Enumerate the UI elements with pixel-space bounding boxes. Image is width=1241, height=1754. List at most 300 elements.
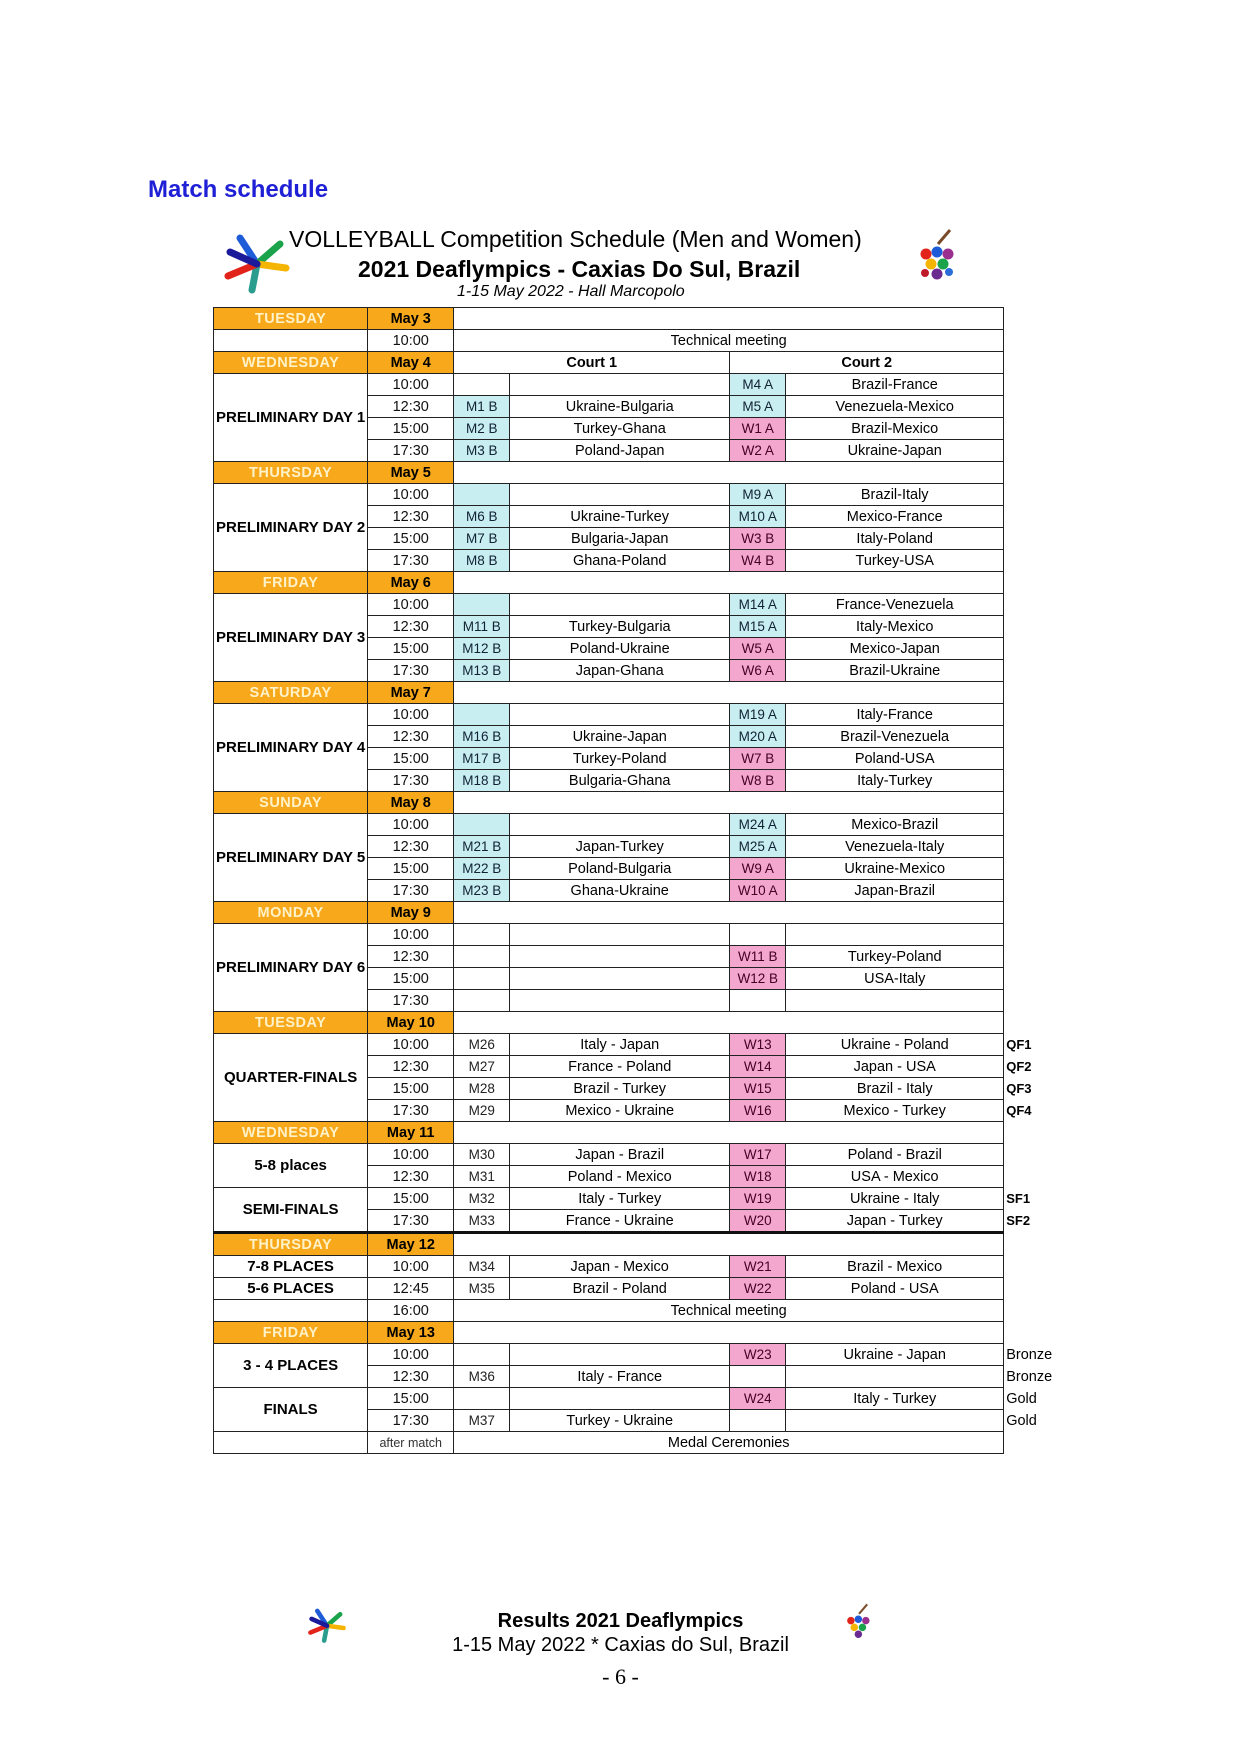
- day-header: WEDNESDAY: [214, 352, 368, 374]
- section-title: Match schedule: [148, 176, 329, 203]
- court-2-code: M9 A: [730, 484, 786, 506]
- court-2-code: M25 A: [730, 836, 786, 858]
- court-1-match: [510, 1344, 730, 1366]
- schedule-subtitle: 2021 Deaflympics - Caxias Do Sul, Brazil: [358, 256, 801, 282]
- court-1-code: M27: [454, 1056, 510, 1078]
- court-1-code: [454, 704, 510, 726]
- time-cell: 15:00: [368, 528, 454, 550]
- court-2-code: [730, 1366, 786, 1388]
- phase-label: PRELIMINARY DAY 1: [214, 374, 368, 462]
- phase-label: PRELIMINARY DAY 6: [214, 924, 368, 1012]
- date-header: May 6: [368, 572, 454, 594]
- note-cell: [1004, 792, 1064, 814]
- row-label: [214, 1300, 368, 1322]
- day-filler: [454, 1122, 1004, 1144]
- court-1-header: Court 1: [454, 352, 730, 374]
- court-2-code: W19: [730, 1188, 786, 1210]
- court-1-code: [454, 1344, 510, 1366]
- court-2-code: W3 B: [730, 528, 786, 550]
- court-2-code: W20: [730, 1210, 786, 1233]
- court-1-match: Turkey-Ghana: [510, 418, 730, 440]
- round-note: [1004, 484, 1064, 506]
- court-2-match: Japan - Turkey: [786, 1210, 1004, 1233]
- round-note: [1004, 924, 1064, 946]
- schedule-row: [214, 1344, 1064, 1366]
- court-2-match: Ukraine-Japan: [786, 440, 1004, 462]
- court-2-match: [786, 990, 1004, 1012]
- court-1-match: Ukraine-Turkey: [510, 506, 730, 528]
- court-2-code: W4 B: [730, 550, 786, 572]
- court-1-match: [510, 968, 730, 990]
- court-1-match: Japan - Mexico: [510, 1256, 730, 1278]
- round-note: [1004, 748, 1064, 770]
- court-1-code: [454, 374, 510, 396]
- round-note: [1004, 440, 1064, 462]
- time-cell: 15:00: [368, 748, 454, 770]
- court-1-code: M21 B: [454, 836, 510, 858]
- grapes-logo-icon: [910, 226, 960, 292]
- phase-label: SEMI-FINALS: [214, 1188, 368, 1233]
- day-header: THURSDAY: [214, 1233, 368, 1256]
- schedule-row: [214, 1233, 1064, 1256]
- phase-label: PRELIMINARY DAY 3: [214, 594, 368, 682]
- note-cell: [1004, 352, 1064, 374]
- date-header: May 7: [368, 682, 454, 704]
- schedule-row: [214, 1188, 1064, 1210]
- court-1-match: [510, 374, 730, 396]
- court-2-match: USA - Mexico: [786, 1166, 1004, 1188]
- court-2-code: W23: [730, 1344, 786, 1366]
- schedule-row: [214, 1034, 1064, 1056]
- row-label: [214, 1432, 368, 1454]
- time-cell: 10:00: [368, 484, 454, 506]
- court-1-code: [454, 1388, 510, 1410]
- schedule-row: [214, 682, 1064, 704]
- court-2-code: W9 A: [730, 858, 786, 880]
- schedule-row: [214, 1432, 1064, 1454]
- court-1-code: [454, 594, 510, 616]
- court-2-code: M15 A: [730, 616, 786, 638]
- round-note: [1004, 990, 1064, 1012]
- round-note: [1004, 1278, 1064, 1300]
- schedule-row: [214, 1300, 1064, 1322]
- court-1-code: M6 B: [454, 506, 510, 528]
- time-cell: 15:00: [368, 1388, 454, 1410]
- court-2-code: [730, 924, 786, 946]
- note-cell: [1004, 1322, 1064, 1344]
- court-1-match: Turkey-Poland: [510, 748, 730, 770]
- day-header: TUESDAY: [214, 1012, 368, 1034]
- court-1-match: [510, 946, 730, 968]
- court-2-match: Brazil-Venezuela: [786, 726, 1004, 748]
- day-header: TUESDAY: [214, 308, 368, 330]
- day-filler: [454, 572, 1004, 594]
- court-1-match: Poland-Ukraine: [510, 638, 730, 660]
- round-note: SF2: [1006, 1213, 1031, 1228]
- court-1-match: Turkey-Bulgaria: [510, 616, 730, 638]
- time-cell: 12:30: [368, 726, 454, 748]
- row-label: [214, 330, 368, 352]
- court-1-code: M36: [454, 1366, 510, 1388]
- day-header: SUNDAY: [214, 792, 368, 814]
- court-2-match: Brazil-Mexico: [786, 418, 1004, 440]
- court-2-match: Brazil-Ukraine: [786, 660, 1004, 682]
- schedule-row: [214, 1388, 1064, 1410]
- time-cell: 15:00: [368, 1078, 454, 1100]
- court-2-match: Turkey-USA: [786, 550, 1004, 572]
- court-2-code: W8 B: [730, 770, 786, 792]
- day-header: THURSDAY: [214, 462, 368, 484]
- court-2-code: M10 A: [730, 506, 786, 528]
- round-note: [1004, 660, 1064, 682]
- schedule-row: [214, 330, 1064, 352]
- schedule-row: [214, 704, 1064, 726]
- court-1-match: Italy - Turkey: [510, 1188, 730, 1210]
- round-note: [1004, 418, 1064, 440]
- time-cell: 17:30: [368, 770, 454, 792]
- time-cell: 12:30: [368, 1366, 454, 1388]
- court-2-code: M5 A: [730, 396, 786, 418]
- court-1-match: Italy - Japan: [510, 1034, 730, 1056]
- day-filler: [454, 902, 1004, 924]
- court-1-code: M3 B: [454, 440, 510, 462]
- time-cell: 10:00: [368, 1256, 454, 1278]
- court-2-match: Mexico-France: [786, 506, 1004, 528]
- time-cell: 10:00: [368, 594, 454, 616]
- schedule-row: [214, 924, 1064, 946]
- day-filler: [454, 1233, 1004, 1256]
- schedule-row: [214, 1144, 1064, 1166]
- court-1-match: France - Poland: [510, 1056, 730, 1078]
- court-2-code: W5 A: [730, 638, 786, 660]
- time-cell: after match: [368, 1432, 454, 1454]
- time-cell: 10:00: [368, 374, 454, 396]
- day-filler: [454, 1322, 1004, 1344]
- time-cell: 12:30: [368, 836, 454, 858]
- court-1-code: M23 B: [454, 880, 510, 902]
- court-1-code: M34: [454, 1256, 510, 1278]
- time-cell: 10:00: [368, 704, 454, 726]
- round-note: [1004, 704, 1064, 726]
- court-1-code: M2 B: [454, 418, 510, 440]
- phase-label: 5-8 places: [214, 1144, 368, 1188]
- time-cell: 17:30: [368, 1210, 454, 1233]
- court-2-match: Japan-Brazil: [786, 880, 1004, 902]
- court-2-match: Ukraine - Japan: [786, 1344, 1004, 1366]
- round-note: [1004, 1166, 1064, 1188]
- date-header: May 10: [368, 1012, 454, 1034]
- time-cell: 15:00: [368, 418, 454, 440]
- note-cell: [1004, 462, 1064, 484]
- note-cell: [1004, 308, 1064, 330]
- time-cell: 10:00: [368, 1034, 454, 1056]
- time-cell: 12:45: [368, 1278, 454, 1300]
- day-header: FRIDAY: [214, 1322, 368, 1344]
- court-2-code: W2 A: [730, 440, 786, 462]
- note-cell: [1004, 1122, 1064, 1144]
- round-note: [1004, 1144, 1064, 1166]
- schedule-dates: 1-15 May 2022 - Hall Marcopolo: [457, 283, 685, 300]
- court-2-code: W18: [730, 1166, 786, 1188]
- round-note: Bronze: [1006, 1368, 1053, 1385]
- court-2-code: W1 A: [730, 418, 786, 440]
- time-cell: 17:30: [368, 1410, 454, 1432]
- day-header: MONDAY: [214, 902, 368, 924]
- note-cell: [1004, 1432, 1064, 1454]
- phase-label: QUARTER-FINALS: [214, 1034, 368, 1122]
- note-cell: [1004, 902, 1064, 924]
- round-note: Gold: [1006, 1390, 1037, 1407]
- day-filler: [454, 308, 1004, 330]
- round-note: [1004, 374, 1064, 396]
- page-number: - 6 -: [602, 1664, 639, 1689]
- court-1-code: M37: [454, 1410, 510, 1432]
- date-header: May 13: [368, 1322, 454, 1344]
- court-1-code: M7 B: [454, 528, 510, 550]
- court-2-match: Mexico-Brazil: [786, 814, 1004, 836]
- court-1-code: M17 B: [454, 748, 510, 770]
- round-note: SF1: [1006, 1190, 1031, 1206]
- court-2-code: [730, 990, 786, 1012]
- day-filler: [454, 462, 1004, 484]
- time-cell: 12:30: [368, 1166, 454, 1188]
- court-1-match: Ukraine-Bulgaria: [510, 396, 730, 418]
- phase-label: 5-6 PLACES: [214, 1278, 368, 1300]
- round-note: QF2: [1006, 1058, 1032, 1074]
- time-cell: 17:30: [368, 990, 454, 1012]
- day-filler: [454, 792, 1004, 814]
- court-1-match: Italy - France: [510, 1366, 730, 1388]
- court-1-match: Bulgaria-Ghana: [510, 770, 730, 792]
- schedule-row: [214, 484, 1064, 506]
- round-note: [1004, 506, 1064, 528]
- court-1-match: Poland - Mexico: [510, 1166, 730, 1188]
- round-note: [1004, 594, 1064, 616]
- time-cell: 15:00: [368, 968, 454, 990]
- court-2-match: [786, 1410, 1004, 1432]
- time-cell: 10:00: [368, 1344, 454, 1366]
- phase-label: PRELIMINARY DAY 5: [214, 814, 368, 902]
- court-1-code: M8 B: [454, 550, 510, 572]
- court-2-match: Ukraine - Italy: [786, 1188, 1004, 1210]
- note-cell: [1004, 330, 1064, 352]
- round-note: [1004, 836, 1064, 858]
- round-note: [1004, 880, 1064, 902]
- court-1-code: M18 B: [454, 770, 510, 792]
- schedule-row: [214, 1278, 1064, 1300]
- date-header: May 11: [368, 1122, 454, 1144]
- court-1-match: Brazil - Turkey: [510, 1078, 730, 1100]
- court-1-code: [454, 484, 510, 506]
- court-2-code: W24: [730, 1388, 786, 1410]
- date-header: May 5: [368, 462, 454, 484]
- day-header: FRIDAY: [214, 572, 368, 594]
- schedule-row: [214, 572, 1064, 594]
- court-2-code: M24 A: [730, 814, 786, 836]
- schedule-table: [213, 307, 1064, 1454]
- court-1-code: [454, 924, 510, 946]
- court-1-code: M12 B: [454, 638, 510, 660]
- court-2-match: Brazil-France: [786, 374, 1004, 396]
- date-header: May 3: [368, 308, 454, 330]
- court-2-match: [786, 1366, 1004, 1388]
- schedule-row: [214, 1012, 1064, 1034]
- court-2-code: W13: [730, 1034, 786, 1056]
- court-1-code: M33: [454, 1210, 510, 1233]
- court-2-match: France-Venezuela: [786, 594, 1004, 616]
- court-2-match: Brazil - Mexico: [786, 1256, 1004, 1278]
- time-cell: 16:00: [368, 1300, 454, 1322]
- court-1-match: [510, 924, 730, 946]
- day-header: WEDNESDAY: [214, 1122, 368, 1144]
- court-1-code: M22 B: [454, 858, 510, 880]
- court-1-code: M13 B: [454, 660, 510, 682]
- court-1-code: M29: [454, 1100, 510, 1122]
- date-header: May 12: [368, 1233, 454, 1256]
- court-2-code: W17: [730, 1144, 786, 1166]
- time-cell: 12:30: [368, 946, 454, 968]
- court-2-code: W12 B: [730, 968, 786, 990]
- time-cell: 17:30: [368, 440, 454, 462]
- court-2-match: Italy-France: [786, 704, 1004, 726]
- court-1-code: [454, 968, 510, 990]
- court-2-match: Japan - USA: [786, 1056, 1004, 1078]
- court-1-code: [454, 946, 510, 968]
- court-2-match: Poland - USA: [786, 1278, 1004, 1300]
- court-2-match: Poland-USA: [786, 748, 1004, 770]
- schedule-row: [214, 374, 1064, 396]
- court-2-match: Venezuela-Mexico: [786, 396, 1004, 418]
- court-2-match: Poland - Brazil: [786, 1144, 1004, 1166]
- schedule-row: [214, 792, 1064, 814]
- court-2-code: M20 A: [730, 726, 786, 748]
- date-header: May 8: [368, 792, 454, 814]
- court-2-match: Ukraine - Poland: [786, 1034, 1004, 1056]
- schedule-row: [214, 1256, 1064, 1278]
- court-1-code: M28: [454, 1078, 510, 1100]
- court-1-match: Poland-Japan: [510, 440, 730, 462]
- footer-subtitle: 1-15 May 2022 * Caxias do Sul, Brazil: [452, 1634, 789, 1656]
- court-2-code: W7 B: [730, 748, 786, 770]
- court-1-code: M16 B: [454, 726, 510, 748]
- round-note: QF3: [1006, 1080, 1032, 1096]
- note-cell: [1004, 1300, 1064, 1322]
- time-cell: 17:30: [368, 1100, 454, 1122]
- court-1-match: [510, 814, 730, 836]
- round-note: Bronze: [1006, 1346, 1053, 1363]
- schedule-row: [214, 1322, 1064, 1344]
- time-cell: 15:00: [368, 638, 454, 660]
- court-2-code: W6 A: [730, 660, 786, 682]
- court-2-code: W21: [730, 1256, 786, 1278]
- time-cell: 15:00: [368, 858, 454, 880]
- court-1-code: M30: [454, 1144, 510, 1166]
- time-cell: 17:30: [368, 550, 454, 572]
- date-header: May 4: [368, 352, 454, 374]
- schedule-title: VOLLEYBALL Competition Schedule (Men and Women): [289, 226, 862, 252]
- court-1-match: France - Ukraine: [510, 1210, 730, 1233]
- span-text: Technical meeting: [454, 330, 1004, 352]
- court-2-match: Italy-Poland: [786, 528, 1004, 550]
- court-1-match: Japan-Ghana: [510, 660, 730, 682]
- court-1-match: Poland-Bulgaria: [510, 858, 730, 880]
- round-note: [1004, 770, 1064, 792]
- round-note: [1004, 946, 1064, 968]
- court-2-code: W16: [730, 1100, 786, 1122]
- court-2-match: Turkey-Poland: [786, 946, 1004, 968]
- court-1-code: M11 B: [454, 616, 510, 638]
- round-note: [1004, 396, 1064, 418]
- time-cell: 10:00: [368, 814, 454, 836]
- time-cell: 10:00: [368, 330, 454, 352]
- phase-label: FINALS: [214, 1388, 368, 1432]
- round-note: [1004, 528, 1064, 550]
- court-2-code: M14 A: [730, 594, 786, 616]
- round-note: [1004, 814, 1064, 836]
- schedule-row: [214, 814, 1064, 836]
- schedule-row: [214, 1122, 1064, 1144]
- note-cell: [1004, 1233, 1064, 1256]
- court-2-match: Brazil-Italy: [786, 484, 1004, 506]
- court-2-match: USA-Italy: [786, 968, 1004, 990]
- court-1-match: Brazil - Poland: [510, 1278, 730, 1300]
- court-2-match: Mexico - Turkey: [786, 1100, 1004, 1122]
- court-1-match: [510, 484, 730, 506]
- round-note: Gold: [1006, 1412, 1037, 1429]
- court-1-code: M31: [454, 1166, 510, 1188]
- note-cell: [1004, 1012, 1064, 1034]
- round-note: [1004, 1256, 1064, 1278]
- court-2-header: Court 2: [730, 352, 1004, 374]
- span-text: Technical meeting: [454, 1300, 1004, 1322]
- court-1-match: [510, 1388, 730, 1410]
- court-1-code: M35: [454, 1278, 510, 1300]
- round-note: [1004, 550, 1064, 572]
- court-2-match: [786, 924, 1004, 946]
- court-1-match: [510, 704, 730, 726]
- date-header: May 9: [368, 902, 454, 924]
- time-cell: 12:30: [368, 506, 454, 528]
- court-1-match: Turkey - Ukraine: [510, 1410, 730, 1432]
- court-1-code: [454, 814, 510, 836]
- time-cell: 10:00: [368, 924, 454, 946]
- court-1-match: Mexico - Ukraine: [510, 1100, 730, 1122]
- schedule-row: [214, 308, 1064, 330]
- round-note: [1004, 638, 1064, 660]
- span-text: Medal Ceremonies: [454, 1432, 1004, 1454]
- round-note: [1004, 858, 1064, 880]
- court-2-code: W11 B: [730, 946, 786, 968]
- court-2-match: Venezuela-Italy: [786, 836, 1004, 858]
- court-2-code: W10 A: [730, 880, 786, 902]
- court-2-code: W14: [730, 1056, 786, 1078]
- phase-label: PRELIMINARY DAY 4: [214, 704, 368, 792]
- round-note: [1004, 616, 1064, 638]
- court-1-code: M32: [454, 1188, 510, 1210]
- round-note: [1004, 726, 1064, 748]
- court-2-match: Italy-Turkey: [786, 770, 1004, 792]
- note-cell: [1004, 572, 1064, 594]
- court-2-code: W15: [730, 1078, 786, 1100]
- court-1-match: Japan - Brazil: [510, 1144, 730, 1166]
- note-cell: [1004, 682, 1064, 704]
- court-1-match: Japan-Turkey: [510, 836, 730, 858]
- court-1-match: Bulgaria-Japan: [510, 528, 730, 550]
- time-cell: 17:30: [368, 660, 454, 682]
- time-cell: 10:00: [368, 1144, 454, 1166]
- schedule-row: [214, 352, 1064, 374]
- schedule-row: [214, 462, 1064, 484]
